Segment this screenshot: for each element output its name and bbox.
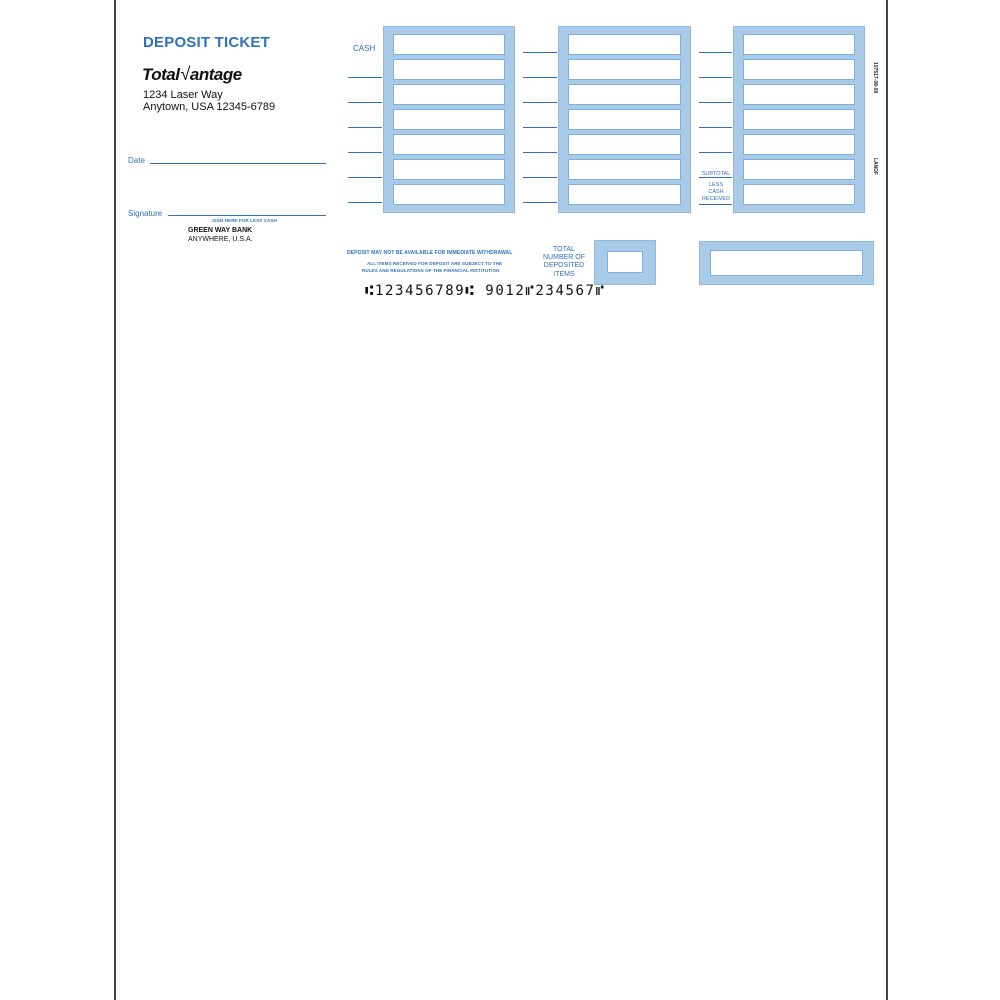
net-deposit-box: [699, 241, 874, 285]
signature-label: Signature: [128, 209, 163, 218]
check-amount-cell[interactable]: [568, 184, 681, 205]
check-amount-cell[interactable]: [743, 59, 855, 80]
check-amount-cell[interactable]: [743, 109, 855, 130]
entry-tick: [523, 102, 557, 103]
check-amount-cell[interactable]: [568, 34, 681, 55]
form-code-bottom: LANDF: [872, 158, 878, 175]
signature-line[interactable]: [168, 215, 326, 216]
entry-tick: [523, 202, 557, 203]
total-items-label-2: NUMBER OF: [543, 254, 585, 261]
total-items-field[interactable]: [607, 251, 643, 273]
entry-tick: [699, 102, 732, 103]
check-amount-cell[interactable]: [568, 134, 681, 155]
total-items-label-4: ITEMS: [553, 271, 575, 278]
check-amount-cell[interactable]: [568, 159, 681, 180]
cash-amount-cell[interactable]: [393, 34, 505, 55]
terms-line-2: RULES AND REGULATIONS OF THE FINANCIAL INSTITUTION: [362, 268, 500, 273]
check-amount-cell[interactable]: [393, 184, 505, 205]
check-amount-cell[interactable]: [393, 84, 505, 105]
entry-tick: [348, 177, 382, 178]
logo-check-icon: √: [180, 64, 190, 84]
entry-tick: [348, 152, 382, 153]
entry-tick: [699, 127, 732, 128]
cash-label: CASH: [353, 44, 376, 53]
check-amount-cell[interactable]: [393, 109, 505, 130]
micr-line: ⑆123456789⑆ 9012⑈234567⑈: [365, 283, 606, 299]
entry-tick: [699, 204, 732, 205]
brand-logo: [142, 64, 242, 85]
entry-tick: [523, 177, 557, 178]
entry-tick: [348, 77, 382, 78]
check-amount-cell[interactable]: [743, 34, 855, 55]
check-amount-cell[interactable]: [568, 84, 681, 105]
amount-column-1: [383, 26, 515, 213]
check-amount-cell[interactable]: [568, 59, 681, 80]
date-line[interactable]: [150, 163, 326, 164]
check-amount-cell[interactable]: [393, 159, 505, 180]
entry-tick: [699, 52, 732, 53]
total-items-box: [594, 240, 656, 285]
terms-line-1: ALL ITEMS RECEIVED FOR DEPOSIT ARE SUBJECT TO THE: [367, 261, 503, 266]
amount-column-2: [558, 26, 691, 213]
subtotal-label: SUBTOTAL: [701, 171, 731, 177]
entry-tick: [523, 127, 557, 128]
entry-tick: [523, 152, 557, 153]
form-code-top: 107517-08-09: [872, 62, 878, 94]
deposit-ticket-title: DEPOSIT TICKET: [143, 34, 270, 51]
bank-name: GREEN WAY BANK: [188, 227, 253, 234]
logo-text: Total: [142, 65, 180, 84]
address-line-2: Anytown, USA 12345-6789: [143, 101, 276, 113]
entry-tick: [699, 77, 732, 78]
subtotal-cell[interactable]: [743, 159, 855, 180]
date-label: Date: [128, 156, 145, 165]
less-cash-label-3: RECEIVED: [701, 196, 731, 202]
check-amount-cell[interactable]: [743, 84, 855, 105]
net-deposit-field[interactable]: [710, 250, 863, 276]
total-items-label-1: TOTAL: [553, 246, 575, 253]
entry-tick: [348, 127, 382, 128]
check-amount-cell[interactable]: [393, 59, 505, 80]
availability-notice: DEPOSIT MAY NOT BE AVAILABLE FOR IMMEDIATE WITHDRAWAL: [347, 250, 513, 256]
entry-tick: [348, 202, 382, 203]
check-amount-cell[interactable]: [568, 109, 681, 130]
sign-here-note: SIGN HERE FOR LESS CASH: [212, 218, 277, 223]
address-line-1: 1234 Laser Way: [143, 89, 223, 101]
entry-tick: [523, 52, 557, 53]
entry-tick: [523, 77, 557, 78]
amount-column-3: [733, 26, 865, 213]
bank-location: ANYWHERE, U.S.A.: [188, 236, 253, 243]
total-items-label-3: DEPOSITED: [543, 262, 585, 269]
entry-tick: [699, 152, 732, 153]
less-cash-label-1: LESS: [708, 182, 724, 188]
check-amount-cell[interactable]: [743, 134, 855, 155]
less-cash-label-2: CASH: [708, 189, 724, 195]
check-amount-cell[interactable]: [393, 134, 505, 155]
entry-tick: [348, 102, 382, 103]
logo-suffix: antage: [189, 65, 242, 84]
less-cash-cell[interactable]: [743, 184, 855, 205]
